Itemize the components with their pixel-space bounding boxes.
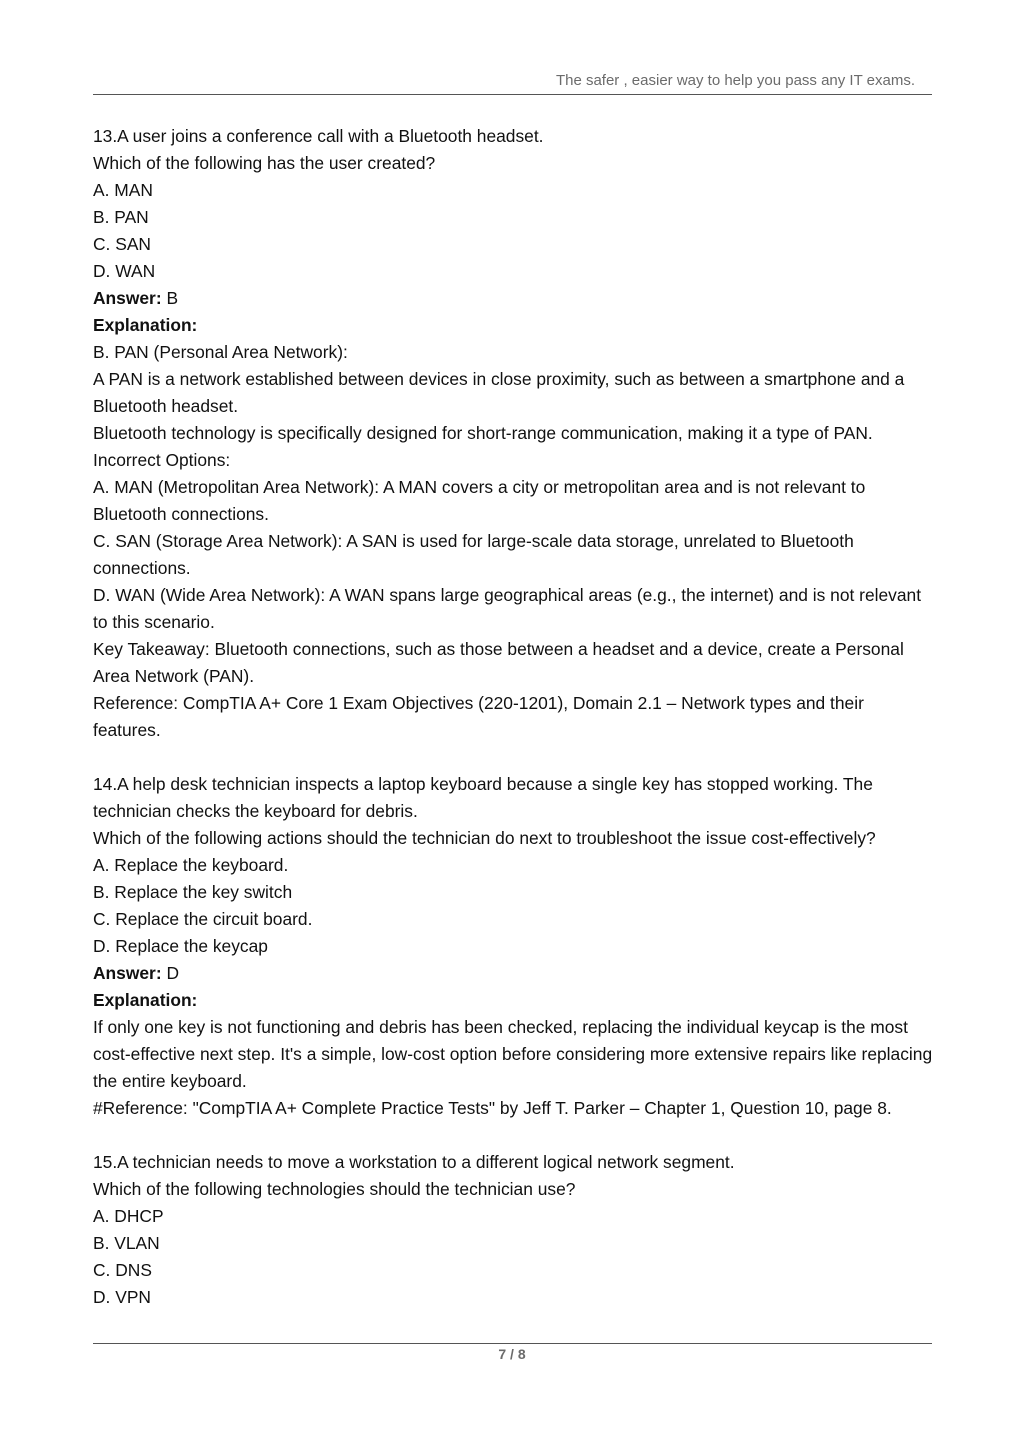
q13-explanation-line: C. SAN (Storage Area Network): A SAN is used for large-scale data storage, unrelated to Bluetooth connections.: [93, 531, 854, 578]
q14-answer-value: D: [161, 963, 180, 983]
q13-answer-label: Answer:: [93, 288, 162, 308]
q13-option-a: A. MAN: [93, 180, 153, 200]
q13-option-d: D. WAN: [93, 261, 156, 281]
q13-answer-value: B: [161, 288, 179, 308]
q14-explanation-label: Explanation:: [93, 990, 198, 1010]
q15-option-a: A. DHCP: [93, 1206, 164, 1226]
q13-explanation-line: A PAN is a network established between devices in close proximity, such as between a smartphone and a Bluetooth headset.: [93, 369, 905, 416]
header-divider: [93, 94, 932, 95]
q14-explanation-line: #Reference: "CompTIA A+ Complete Practice Tests" by Jeff T. Parker – Chapter 1, Question 10, page 8.: [93, 1098, 892, 1118]
header-tagline: The safer , easier way to help you pass any IT exams.: [555, 72, 915, 89]
q14-option-d: D. Replace the keycap: [93, 936, 268, 956]
q15-prompt: Which of the following technologies should the technician use?: [93, 1179, 576, 1199]
page-content: [93, 123, 935, 1311]
q14-answer: [93, 960, 935, 987]
q13-prompt: Which of the following has the user created?: [93, 153, 436, 173]
q13-explanation-line: A. MAN (Metropolitan Area Network): A MAN covers a city or metropolitan area and is not relevant to Bluetooth connections.: [93, 477, 866, 524]
q14-question: 14.A help desk technician inspects a laptop keyboard because a single key has stopped working. The technician checks the keyboard for debris.: [93, 774, 873, 821]
q15-option-d: D. VPN: [93, 1287, 151, 1307]
q13-option-c: C. SAN: [93, 234, 151, 254]
q14-option-c: C. Replace the circuit board.: [93, 909, 313, 929]
q13-option-b: B. PAN: [93, 207, 149, 227]
footer-divider: [93, 1343, 932, 1344]
q13-explanation-label: Explanation:: [93, 315, 198, 335]
q14-answer-label: Answer:: [93, 963, 162, 983]
q15-question: 15.A technician needs to move a workstation to a different logical network segment.: [93, 1152, 735, 1172]
q13-explanation-line: Bluetooth technology is specifically designed for short-range communication, making it a type of PAN.: [93, 423, 873, 443]
q14-prompt: Which of the following actions should the technician do next to troubleshoot the issue cost-effectively?: [93, 828, 876, 848]
q13-explanation-line: Reference: CompTIA A+ Core 1 Exam Objectives (220-1201), Domain 2.1 – Network types and their features.: [93, 693, 864, 740]
q13-explanation-line: Key Takeaway: Bluetooth connections, such as those between a headset and a device, create a Personal Area Network (PAN).: [93, 639, 904, 686]
q14-option-a: A. Replace the keyboard.: [93, 855, 289, 875]
spacer: [93, 744, 935, 771]
spacer: [93, 1122, 935, 1149]
q15-option-c: C. DNS: [93, 1260, 152, 1280]
q14-explanation-line: If only one key is not functioning and debris has been checked, replacing the individual keycap is the most cost-effective next step. It's a simple, low-cost option before considering more extensive repairs like replacing the entire keyboard.: [93, 1017, 933, 1091]
q13-explanation-line: B. PAN (Personal Area Network):: [93, 342, 348, 362]
q15-option-b: B. VLAN: [93, 1233, 160, 1253]
page-number: 7 / 8: [498, 1346, 526, 1362]
q13-answer: [93, 285, 935, 312]
q13-explanation-line: Incorrect Options:: [93, 450, 231, 470]
q14-option-b: B. Replace the key switch: [93, 882, 293, 902]
q13-explanation-line: D. WAN (Wide Area Network): A WAN spans large geographical areas (e.g., the internet) and is not relevant to this scenario.: [93, 585, 922, 632]
q13-question: 13.A user joins a conference call with a Bluetooth headset.: [93, 126, 544, 146]
